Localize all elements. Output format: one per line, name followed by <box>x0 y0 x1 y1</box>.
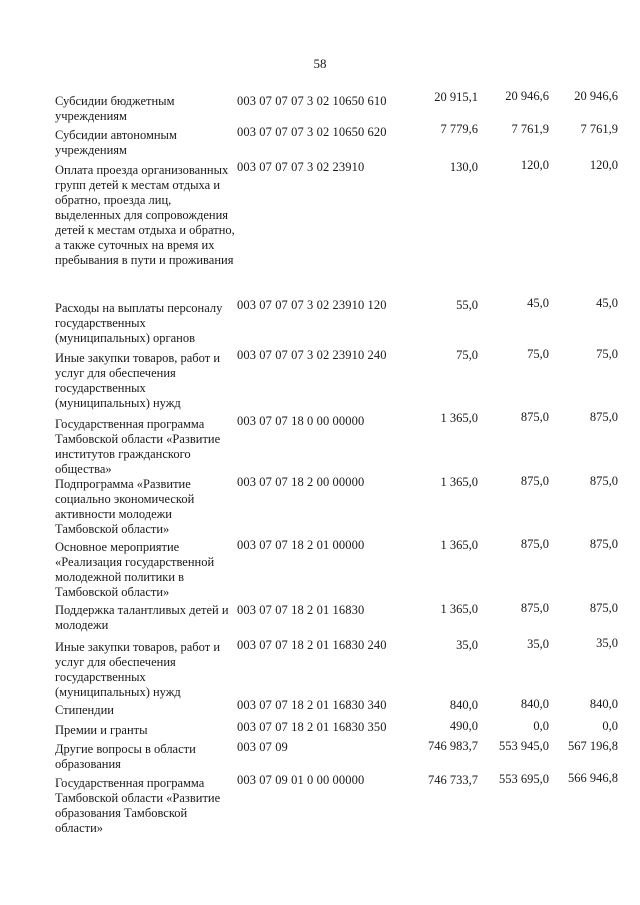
row-code: 003 07 07 18 2 01 16830 340 <box>237 698 387 712</box>
value-year-3: 875,0 <box>589 410 618 424</box>
value-year-2: 20 946,6 <box>505 89 549 103</box>
value-year-1: 1 365,0 <box>440 475 478 489</box>
value-year-3: 20 946,6 <box>574 89 618 103</box>
value-year-1: 7 779,6 <box>440 122 478 136</box>
row-code: 003 07 07 18 2 01 16830 350 <box>237 720 387 734</box>
value-year-2: 120,0 <box>520 158 549 172</box>
value-year-1: 35,0 <box>456 638 478 652</box>
value-year-3: 567 196,8 <box>568 739 618 753</box>
value-year-2: 75,0 <box>527 347 549 361</box>
value-year-1: 130,0 <box>449 160 478 174</box>
value-year-1: 1 365,0 <box>440 411 478 425</box>
value-year-2: 45,0 <box>527 296 549 310</box>
value-year-1: 746 733,7 <box>428 773 478 787</box>
value-year-3: 875,0 <box>589 601 618 615</box>
row-name: Оплата проезда организованных групп детей к местам отдыха и обратно, проезда лиц, выделенных для сопровождения детей к местам отдыха и обратно, а также суточных на время их пребывания в пути и проживания <box>55 163 235 267</box>
row-name: Премии и гранты <box>55 723 148 737</box>
value-year-1: 1 365,0 <box>440 602 478 616</box>
row-code: 003 07 07 18 2 01 00000 <box>237 538 365 552</box>
value-year-2: 875,0 <box>520 410 549 424</box>
row-name: Иные закупки товаров, работ и услуг для обеспечения государственных (муниципальных) нужд <box>55 640 221 699</box>
value-year-1: 75,0 <box>456 348 478 362</box>
row-code: 003 07 07 07 3 02 23910 <box>237 160 365 174</box>
row-name: Государственная программа Тамбовской области «Развитие образования Тамбовской области» <box>55 776 221 835</box>
value-year-3: 875,0 <box>589 474 618 488</box>
value-year-3: 7 761,9 <box>580 122 618 136</box>
value-year-3: 75,0 <box>596 347 618 361</box>
row-code: 003 07 07 18 2 00 00000 <box>237 475 365 489</box>
row-name: Субсидии автономным учреждениям <box>55 128 177 157</box>
row-name: Другие вопросы в области образования <box>55 742 196 771</box>
row-name: Иные закупки товаров, работ и услуг для обеспечения государственных (муниципальных) нужд <box>55 351 221 410</box>
value-year-1: 20 915,1 <box>434 90 478 104</box>
row-code: 003 07 07 18 2 01 16830 240 <box>237 638 387 652</box>
row-code: 003 07 09 <box>237 740 288 754</box>
row-name: Субсидии бюджетным учреждениям <box>55 94 175 123</box>
value-year-3: 45,0 <box>596 296 618 310</box>
value-year-3: 840,0 <box>589 697 618 711</box>
page-number: 58 <box>313 56 327 71</box>
value-year-1: 490,0 <box>449 719 478 733</box>
value-year-1: 1 365,0 <box>440 538 478 552</box>
row-code: 003 07 09 01 0 00 00000 <box>237 773 365 787</box>
value-year-3: 566 946,8 <box>568 771 618 785</box>
row-name: Подпрограмма «Развитие социально экономической активности молодежи Тамбовской области» <box>55 477 195 536</box>
row-code: 003 07 07 07 3 02 23910 120 <box>237 298 387 312</box>
row-name: Поддержка талантливых детей и молодежи <box>55 603 229 632</box>
value-year-2: 553 945,0 <box>499 739 549 753</box>
value-year-1: 746 983,7 <box>428 739 478 753</box>
row-code: 003 07 07 07 3 02 10650 620 <box>237 125 387 139</box>
row-name: Государственная программа Тамбовской области «Развитие институтов гражданского общества» <box>55 417 221 476</box>
value-year-3: 35,0 <box>596 636 618 650</box>
row-name: Основное мероприятие «Реализация государственной молодежной политики в Тамбовской области» <box>55 540 215 599</box>
row-code: 003 07 07 07 3 02 10650 610 <box>237 94 387 108</box>
row-code: 003 07 07 18 2 01 16830 <box>237 603 365 617</box>
value-year-2: 840,0 <box>520 697 549 711</box>
value-year-2: 553 695,0 <box>499 772 549 786</box>
value-year-2: 875,0 <box>520 601 549 615</box>
row-code: 003 07 07 18 0 00 00000 <box>237 414 365 428</box>
value-year-2: 875,0 <box>520 537 549 551</box>
row-name: Расходы на выплаты персоналу государственных (муниципальных) органов <box>55 301 223 345</box>
value-year-3: 875,0 <box>589 537 618 551</box>
value-year-3: 0,0 <box>602 719 618 733</box>
value-year-1: 840,0 <box>449 698 478 712</box>
value-year-2: 875,0 <box>520 474 549 488</box>
value-year-2: 35,0 <box>527 637 549 651</box>
row-name: Стипендии <box>55 703 114 717</box>
value-year-2: 7 761,9 <box>511 122 549 136</box>
value-year-3: 120,0 <box>589 158 618 172</box>
value-year-1: 55,0 <box>456 298 478 312</box>
value-year-2: 0,0 <box>533 719 549 733</box>
row-code: 003 07 07 07 3 02 23910 240 <box>237 348 387 362</box>
